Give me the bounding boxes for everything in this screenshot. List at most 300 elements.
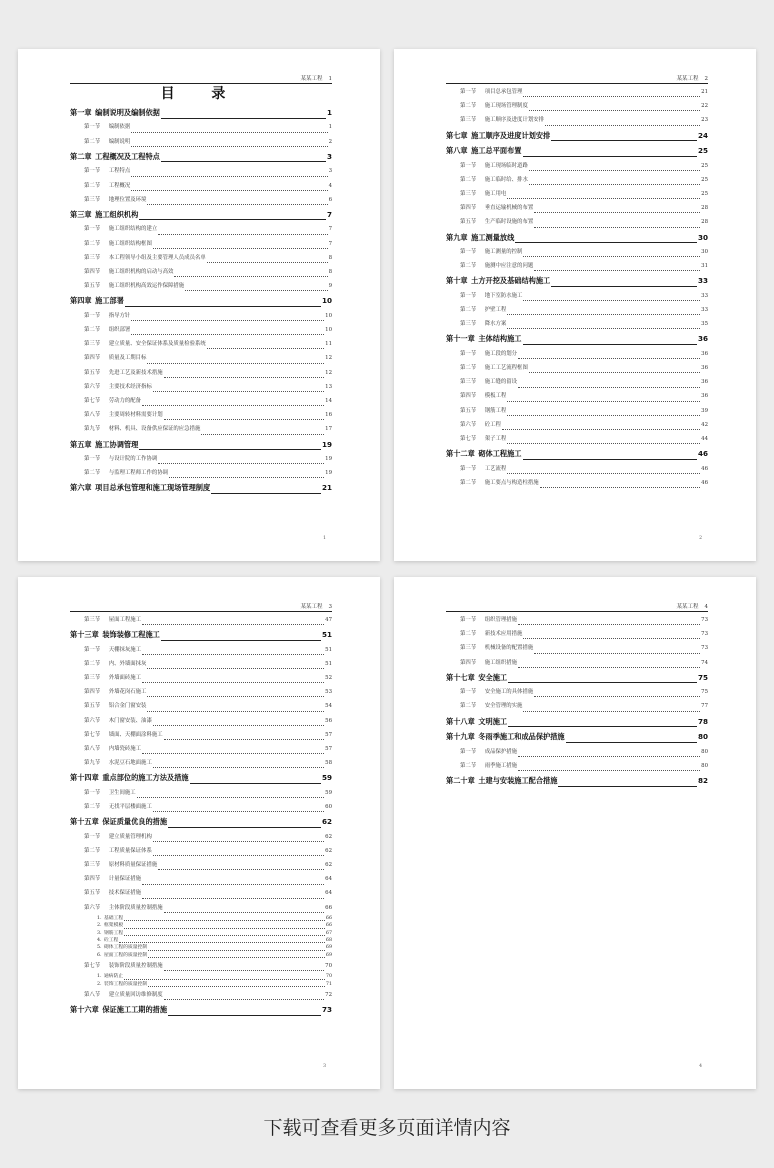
leader-dots <box>534 227 700 228</box>
toc-section-entry[interactable] <box>70 613 332 627</box>
toc-section-entry[interactable] <box>70 699 332 713</box>
toc-section-entry[interactable] <box>70 671 332 685</box>
toc-chapter-entry[interactable] <box>70 771 332 786</box>
toc-section-entry[interactable] <box>70 251 332 265</box>
toc-section-entry[interactable] <box>70 756 332 770</box>
entry-number: 第一节 <box>84 226 101 233</box>
leader-dots <box>131 132 327 133</box>
toc-subitem-entry[interactable] <box>70 981 332 988</box>
toc-section-entry[interactable] <box>70 786 332 800</box>
leader-dots <box>523 256 700 257</box>
entry-page-number: 42 <box>701 421 708 428</box>
entry-page-number: 62 <box>325 862 332 869</box>
entry-number: 第一节 <box>84 833 101 840</box>
entry-label <box>84 193 146 207</box>
toc-section-entry[interactable] <box>446 462 708 476</box>
entry-label <box>97 915 123 922</box>
toc-chapter-entry[interactable] <box>70 106 332 121</box>
entry-title: 雨季施工措施 <box>484 762 518 769</box>
leader-dots <box>153 725 324 726</box>
entry-label <box>84 886 141 900</box>
entry-page-number: 67 <box>325 930 332 936</box>
entry-page-number: 33 <box>701 307 708 314</box>
entry-page-number: 53 <box>325 689 332 696</box>
entry-number: 第五节 <box>460 219 477 226</box>
toc-section-entry[interactable] <box>446 85 708 99</box>
entry-number: 第一节 <box>460 465 477 472</box>
entry-title: 基础工程 <box>103 915 124 921</box>
toc-section-entry[interactable] <box>446 745 708 759</box>
toc-section-entry[interactable] <box>446 159 708 173</box>
entry-page-number: 57 <box>325 731 332 738</box>
entry-title: 新技术应用措施 <box>484 631 523 638</box>
leader-dots <box>529 170 700 171</box>
toc-section-entry[interactable] <box>70 742 332 756</box>
toc-subitem-entry[interactable] <box>70 930 332 937</box>
toc-section-entry[interactable] <box>70 422 332 436</box>
toc-section-entry[interactable] <box>70 408 332 422</box>
leader-dots <box>558 786 697 787</box>
toc-section-entry[interactable] <box>70 844 332 858</box>
entry-title: 钢筋工程 <box>484 407 507 414</box>
toc-chapter-entry[interactable] <box>446 274 708 289</box>
entry-number: 第二节 <box>84 470 101 477</box>
leader-dots <box>164 739 325 740</box>
entry-number: 第十章 <box>446 276 468 286</box>
entry-page-number: 73 <box>321 1005 332 1015</box>
toc-section-entry[interactable] <box>446 259 708 273</box>
toc-section-entry[interactable] <box>70 164 332 178</box>
toc-section-entry[interactable] <box>446 685 708 699</box>
toc-chapter-entry[interactable] <box>446 144 708 159</box>
leader-dots <box>164 377 325 378</box>
toc-section-entry[interactable] <box>70 858 332 872</box>
toc-section-entry[interactable] <box>70 685 332 699</box>
entry-page-number: 47 <box>325 616 332 623</box>
entry-page-number: 46 <box>701 465 708 472</box>
entry-number: 第二节 <box>460 631 477 638</box>
toc-subitem-entry[interactable] <box>70 944 332 951</box>
toc-chapter-entry[interactable] <box>70 815 332 830</box>
entry-number: 第三节 <box>460 190 477 197</box>
entry-number: 第二节 <box>460 263 477 270</box>
toc-section-entry[interactable] <box>446 641 708 655</box>
toc-section-entry[interactable] <box>446 187 708 201</box>
leader-dots <box>139 219 326 220</box>
toc-section-entry[interactable] <box>70 901 332 915</box>
entry-title: 施测中应注意的问题 <box>484 263 534 270</box>
toc-subitem-entry[interactable] <box>70 915 332 922</box>
entry-title: 施工组织机构的启动与高效 <box>108 268 174 275</box>
entry-title: 工艺流程 <box>484 465 507 472</box>
entry-label <box>70 438 138 453</box>
toc-section-entry[interactable] <box>446 613 708 627</box>
toc-section-entry[interactable] <box>70 394 332 408</box>
entry-number: 第二节 <box>460 176 477 183</box>
entry-number: 第十一章 <box>446 334 475 344</box>
leader-dots <box>153 248 328 249</box>
toc-section-entry[interactable] <box>446 201 708 215</box>
entry-number: 第三章 <box>70 209 92 219</box>
page-header <box>446 75 708 84</box>
entry-page-number: 64 <box>325 890 332 897</box>
toc-chapter-entry[interactable] <box>70 628 332 643</box>
entry-title: 主要技术经济指标 <box>108 383 152 390</box>
header-page-number: 3 <box>328 604 332 610</box>
toc-chapter-entry[interactable] <box>446 774 708 789</box>
entry-number: 第七章 <box>446 130 468 140</box>
entry-label <box>460 699 522 713</box>
entry-page-number: 58 <box>325 760 332 767</box>
entry-page-number: 66 <box>325 923 332 929</box>
entry-page-number: 21 <box>321 483 332 493</box>
leader-dots <box>534 696 700 697</box>
entry-page-number: 3 <box>326 151 332 161</box>
leader-dots <box>168 1015 321 1016</box>
entry-title: 冬雨季施工和成品保护措施 <box>478 732 565 742</box>
entry-number: 第二节 <box>460 762 477 769</box>
entry-label <box>84 728 163 742</box>
entry-number: 第二节 <box>460 365 477 372</box>
entry-label <box>84 657 146 671</box>
entry-title: 施工临时给、排水 <box>484 176 528 183</box>
toc-subitem-entry[interactable] <box>70 922 332 929</box>
entry-title: 文明施工 <box>478 716 508 726</box>
entry-page-number: 62 <box>321 817 332 827</box>
entry-number: 第十九章 <box>446 732 475 742</box>
entry-page-number: 1 <box>328 124 332 131</box>
entry-number: 第一节 <box>460 616 477 623</box>
entry-title: 施工现场管理制度 <box>484 103 528 110</box>
entry-number: 第一节 <box>84 646 101 653</box>
toc-section-entry[interactable] <box>70 265 332 279</box>
toc-section-entry[interactable] <box>70 121 332 135</box>
entry-page-number: 68 <box>325 938 332 944</box>
entry-number: 第七节 <box>84 731 101 738</box>
toc-chapter-entry[interactable] <box>446 715 708 730</box>
leader-dots <box>142 405 324 406</box>
leader-dots <box>508 726 697 727</box>
toc-section-entry[interactable] <box>446 375 708 389</box>
entry-label <box>70 208 138 223</box>
entry-number: 第六节 <box>84 904 101 911</box>
entry-number: 2. <box>97 923 102 929</box>
toc-section-entry[interactable] <box>70 351 332 365</box>
entry-label <box>70 106 160 121</box>
toc-section-entry[interactable] <box>446 418 708 432</box>
entry-label <box>97 922 123 929</box>
entry-label <box>84 309 130 323</box>
entry-number: 第九节 <box>84 426 101 433</box>
page-header <box>70 75 332 84</box>
entry-page-number: 30 <box>697 232 708 242</box>
entry-page-number: 73 <box>701 645 708 652</box>
entry-label <box>84 858 157 872</box>
entry-label <box>84 742 141 756</box>
toc-section-entry[interactable] <box>446 432 708 446</box>
toc-body <box>70 613 332 1018</box>
entry-page-number: 74 <box>701 659 708 666</box>
project-name: 某某工程 <box>300 76 323 82</box>
entry-number: 第二章 <box>70 151 92 161</box>
toc-section-entry[interactable] <box>446 390 708 404</box>
entry-title: 与设计院的工作协调 <box>108 456 158 463</box>
toc-section-entry[interactable] <box>70 988 332 1002</box>
toc-section-entry[interactable] <box>446 699 708 713</box>
toc-subitem-entry[interactable] <box>70 952 332 959</box>
entry-number: 第三节 <box>84 341 101 348</box>
leader-dots <box>148 957 325 958</box>
entry-title: 编制依据 <box>108 124 131 131</box>
entry-number: 第二节 <box>84 138 101 145</box>
entry-label <box>70 815 167 830</box>
project-name: 某某工程 <box>676 604 699 610</box>
entry-label <box>460 259 533 273</box>
leader-dots <box>148 986 325 987</box>
entry-label <box>84 164 130 178</box>
toc-chapter-entry[interactable] <box>446 730 708 745</box>
entry-number: 第三节 <box>84 616 101 623</box>
leader-dots <box>185 290 327 291</box>
toc-chapter-entry[interactable] <box>446 447 708 462</box>
entry-page-number: 10 <box>325 312 332 319</box>
toc-section-entry[interactable] <box>70 380 332 394</box>
entry-page-number: 13 <box>325 383 332 390</box>
toc-section-entry[interactable] <box>70 452 332 466</box>
entry-page-number: 21 <box>701 88 708 95</box>
entry-page-number: 35 <box>701 321 708 328</box>
page-header <box>446 603 708 612</box>
toc-section-entry[interactable] <box>70 959 332 973</box>
entry-page-number: 73 <box>701 616 708 623</box>
entry-title: 编制说明 <box>108 138 131 145</box>
toc-section-entry[interactable] <box>446 404 708 418</box>
toc-section-entry[interactable] <box>70 657 332 671</box>
toc-chapter-entry[interactable] <box>446 332 708 347</box>
entry-title: 成品保护措施 <box>484 748 518 755</box>
toc-section-entry[interactable] <box>70 135 332 149</box>
entry-page-number: 51 <box>321 630 332 640</box>
entry-label <box>70 294 124 309</box>
entry-page-number: 51 <box>325 646 332 653</box>
toc-section-entry[interactable] <box>70 872 332 886</box>
leader-dots <box>131 146 327 147</box>
entry-page-number: 70 <box>325 974 332 980</box>
entry-label <box>84 120 130 134</box>
entry-number: 第一节 <box>460 292 477 299</box>
leader-dots <box>534 212 700 213</box>
entry-label <box>84 613 141 627</box>
toc-section-entry[interactable] <box>446 245 708 259</box>
entry-label <box>84 685 146 699</box>
entry-label <box>84 279 184 293</box>
entry-label <box>460 404 506 418</box>
toc-chapter-entry[interactable] <box>70 438 332 453</box>
entry-number: 第四节 <box>460 659 477 666</box>
toc-chapter-entry[interactable] <box>446 129 708 144</box>
leader-dots <box>529 184 700 185</box>
entry-page-number: 46 <box>697 449 708 459</box>
entry-label <box>84 901 163 915</box>
entry-number: 第一节 <box>84 789 101 796</box>
leader-dots <box>534 270 700 271</box>
entry-label <box>84 872 141 886</box>
toc-section-entry[interactable] <box>446 656 708 670</box>
entry-label <box>84 714 152 728</box>
entry-title: 主体阶段质量控制措施 <box>108 904 163 911</box>
entry-label <box>97 944 147 951</box>
toc-section-entry[interactable] <box>446 476 708 490</box>
entry-number: 第二节 <box>84 660 101 667</box>
leader-dots <box>137 797 324 798</box>
toc-section-entry[interactable] <box>446 317 708 331</box>
entry-page-number: 25 <box>697 146 708 156</box>
toc-section-entry[interactable] <box>70 337 332 351</box>
leader-dots <box>502 429 700 430</box>
entry-number: 第一节 <box>460 162 477 169</box>
entry-label <box>84 323 130 337</box>
entry-label <box>460 685 533 699</box>
entry-number: 第一节 <box>460 248 477 255</box>
leader-dots <box>148 950 325 951</box>
entry-title: 垂直运输机械的布置 <box>484 205 534 212</box>
toc-section-entry[interactable] <box>70 323 332 337</box>
entry-title: 施工组织结构的建立 <box>108 226 158 233</box>
entry-page-number: 62 <box>325 833 332 840</box>
toc-section-entry[interactable] <box>70 643 332 657</box>
entry-label <box>70 1003 167 1018</box>
entry-label <box>446 447 522 462</box>
toc-section-entry[interactable] <box>70 279 332 293</box>
entry-page-number: 44 <box>701 436 708 443</box>
toc-section-entry[interactable] <box>70 728 332 742</box>
toc-section-entry[interactable] <box>446 759 708 773</box>
entry-label <box>460 476 539 490</box>
entry-page-number: 28 <box>701 219 708 226</box>
entry-number: 第六节 <box>460 421 477 428</box>
leader-dots <box>124 920 325 921</box>
toc-chapter-entry[interactable] <box>70 208 332 223</box>
footer-page-number: 2 <box>699 536 702 541</box>
toc-section-entry[interactable] <box>446 303 708 317</box>
entry-page-number: 80 <box>701 748 708 755</box>
entry-page-number: 11 <box>325 341 332 348</box>
entry-title: 装饰阶段质量控制措施 <box>108 963 163 970</box>
toc-chapter-entry[interactable] <box>446 231 708 246</box>
entry-label <box>446 144 522 159</box>
toc-section-entry[interactable] <box>446 361 708 375</box>
entry-page-number: 69 <box>325 945 332 951</box>
toc-chapter-entry[interactable] <box>70 294 332 309</box>
entry-page-number: 8 <box>328 268 332 275</box>
entry-number: 第一节 <box>84 456 101 463</box>
toc-chapter-entry[interactable] <box>70 150 332 165</box>
toc-section-entry[interactable] <box>70 366 332 380</box>
entry-title: 无找平层楼面施工 <box>108 804 152 811</box>
entry-number: 第八章 <box>446 146 468 156</box>
entry-label <box>460 347 517 361</box>
toc-section-entry[interactable] <box>446 173 708 187</box>
leader-dots <box>164 999 325 1000</box>
header-page-number: 2 <box>704 76 708 82</box>
toc-section-entry[interactable] <box>70 309 332 323</box>
entry-label <box>460 215 533 229</box>
toc-subitem-entry[interactable] <box>70 973 332 980</box>
entry-page-number: 3 <box>328 168 332 175</box>
entry-number: 第六节 <box>84 383 101 390</box>
entry-page-number: 62 <box>325 847 332 854</box>
entry-number: 第二节 <box>460 703 477 710</box>
toc-page-2 <box>394 49 756 561</box>
entry-label <box>460 656 517 670</box>
toc-section-entry[interactable] <box>446 215 708 229</box>
toc-section-entry[interactable] <box>70 179 332 193</box>
toc-section-entry[interactable] <box>70 800 332 814</box>
toc-section-entry[interactable] <box>70 237 332 251</box>
toc-section-entry[interactable] <box>446 627 708 641</box>
entry-title: 先进工艺及新技术措施 <box>108 369 163 376</box>
toc-subitem-entry[interactable] <box>70 937 332 944</box>
entry-label <box>460 418 501 432</box>
entry-title: 原材料质量保证措施 <box>108 862 158 869</box>
leader-dots <box>153 855 324 856</box>
toc-chapter-entry[interactable] <box>70 481 332 496</box>
entry-label <box>97 930 123 937</box>
entry-page-number: 4 <box>328 182 332 189</box>
entry-title: 卫生间施工 <box>108 789 136 796</box>
toc-section-entry[interactable] <box>446 289 708 303</box>
toc-list <box>446 613 708 789</box>
entry-number: 1. <box>97 974 102 980</box>
leader-dots <box>147 204 327 205</box>
toc-section-entry[interactable] <box>446 99 708 113</box>
entry-title: 项目总承包管理和施工现场管理制度 <box>95 483 211 493</box>
toc-section-entry[interactable] <box>70 222 332 236</box>
entry-page-number: 6 <box>328 196 332 203</box>
entry-label <box>446 274 550 289</box>
entry-title: 施工协调管理 <box>95 439 139 449</box>
toc-section-entry[interactable] <box>446 113 708 127</box>
entry-page-number: 23 <box>701 117 708 124</box>
toc-section-entry[interactable] <box>70 466 332 480</box>
toc-section-entry[interactable] <box>70 830 332 844</box>
entry-title: 指导方针 <box>108 312 131 319</box>
entry-page-number: 70 <box>325 963 332 970</box>
entry-label <box>84 671 141 685</box>
toc-section-entry[interactable] <box>70 887 332 901</box>
toc-section-entry[interactable] <box>446 347 708 361</box>
toc-chapter-entry[interactable] <box>70 1003 332 1018</box>
entry-page-number: 73 <box>701 631 708 638</box>
toc-section-entry[interactable] <box>70 714 332 728</box>
leader-dots <box>540 487 701 488</box>
toc-section-entry[interactable] <box>70 193 332 207</box>
entry-number: 第四节 <box>84 268 101 275</box>
entry-page-number: 17 <box>325 426 332 433</box>
leader-dots <box>124 935 325 936</box>
toc-chapter-entry[interactable] <box>446 671 708 686</box>
entry-label <box>460 389 506 403</box>
leader-dots <box>153 767 324 768</box>
leader-dots <box>515 242 697 243</box>
entry-page-number: 64 <box>325 876 332 883</box>
entry-number: 第三节 <box>84 254 101 261</box>
entry-label <box>460 245 522 259</box>
leader-dots <box>523 96 700 97</box>
entry-number: 2. <box>97 981 102 987</box>
header-page-number: 4 <box>704 604 708 610</box>
leader-dots <box>523 156 697 157</box>
